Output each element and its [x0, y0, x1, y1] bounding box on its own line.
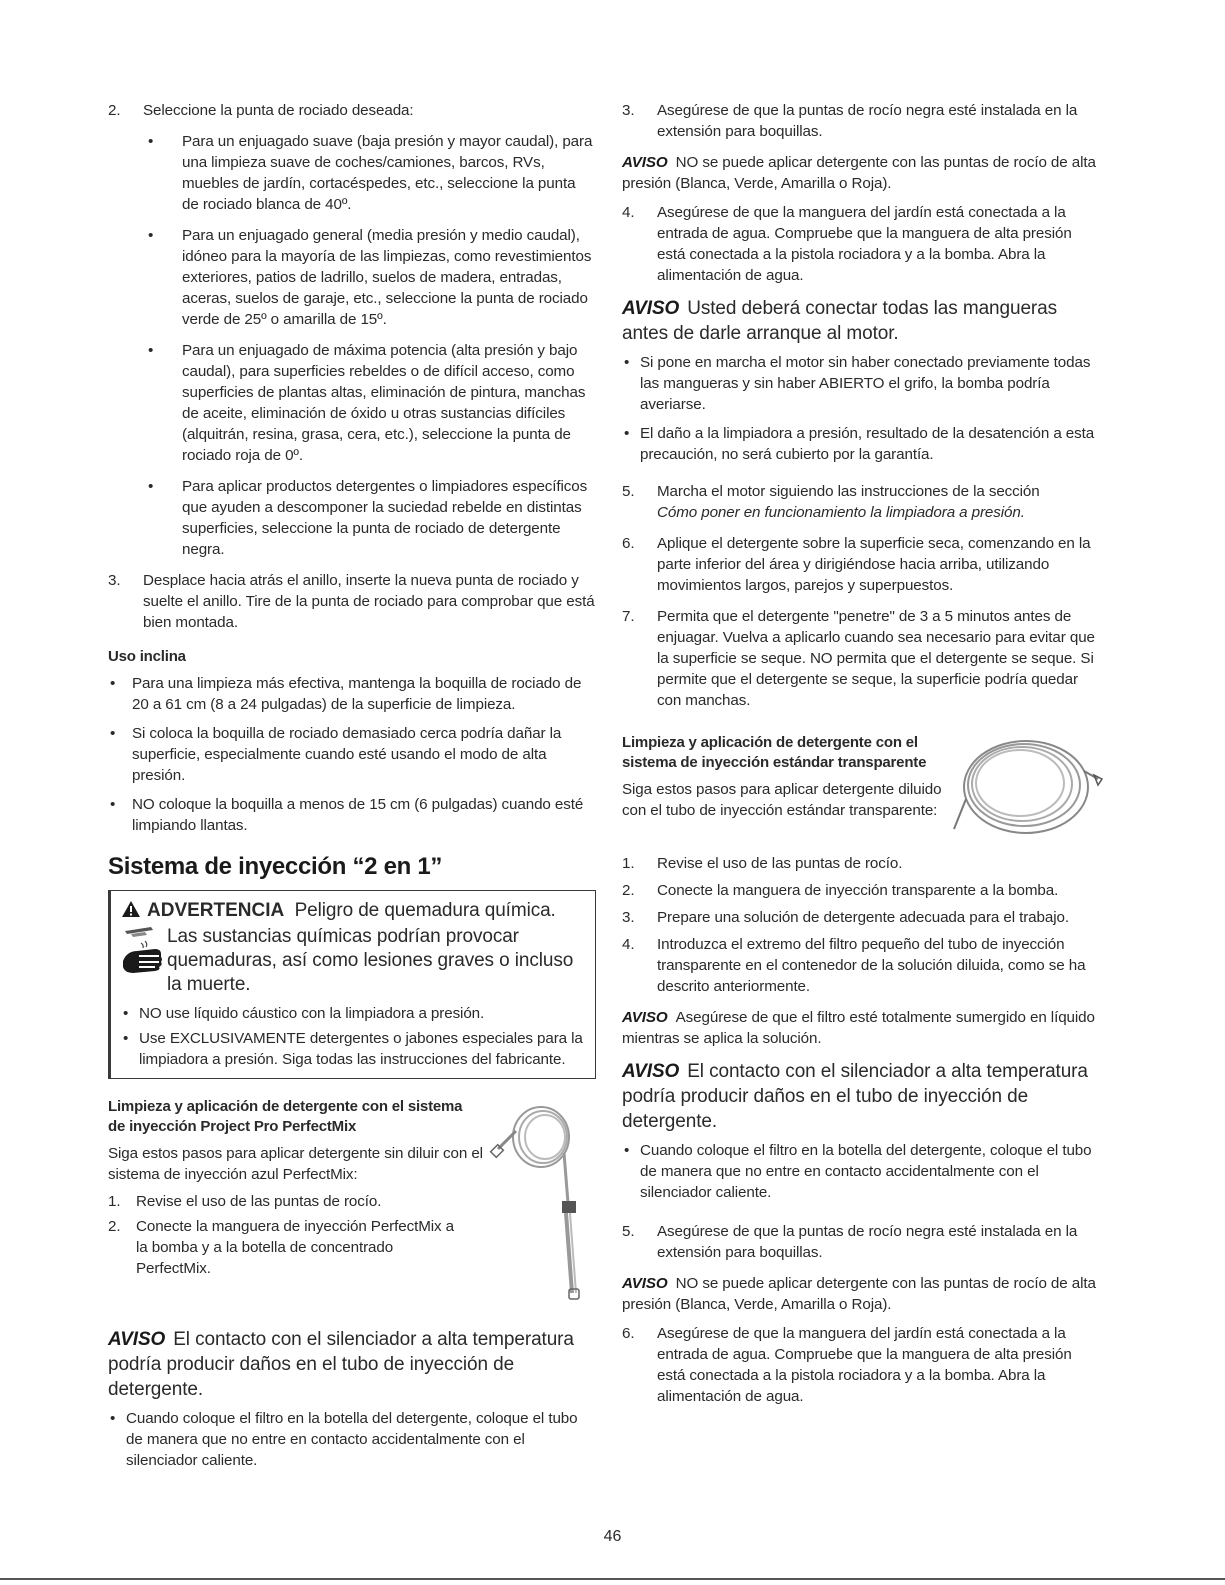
aviso-bullet — [622, 423, 1104, 465]
step-number: 1. — [108, 1193, 121, 1210]
aviso-filter-submerged — [622, 1007, 1104, 1049]
standard-section — [622, 721, 1104, 853]
warning-box — [108, 890, 596, 1079]
perfectmix-intro: Siga estos pasos para aplicar detergente sin diluir con el sistema de inyección azul PerfectMix: — [108, 1145, 483, 1183]
aviso-bullet — [108, 1408, 596, 1471]
warning-label: ADVERTENCIA — [147, 900, 285, 921]
tip-bullet — [146, 340, 596, 466]
aviso-tag: AVISO — [622, 1009, 668, 1026]
aviso-text: Asegúrese de que el filtro esté totalmente sumergido en líquido mientras se aplica la solución. — [622, 1009, 1095, 1047]
step-number: 3. — [622, 909, 635, 926]
aviso-muffler-right — [622, 1059, 1104, 1134]
warning-hazard: Peligro de quemadura química. — [294, 900, 556, 921]
right-step-6b — [622, 1323, 1104, 1407]
aviso-high-pressure-2 — [622, 1273, 1104, 1315]
bullet-dot: • — [148, 133, 154, 150]
bullet-text: Para aplicar productos detergentes o limpiadores específicos que ayuden a descomponer la suciedad rebelde en distintas superficies, seleccione la punta de rociado de detergente negra. — [182, 478, 588, 558]
uso-bullet — [108, 723, 596, 786]
aviso-text: El contacto con el silenciador a alta temperatura podría producir daños en el tubo de inyección de detergente. — [108, 1329, 574, 1400]
bullet-dot: • — [110, 675, 116, 692]
step-text: Asegúrese de que la puntas de rocío negra esté instalada en la extensión para boquillas. — [657, 102, 1078, 140]
step-number: 4. — [622, 936, 635, 953]
step-text: Asegúrese de que la manguera del jardín está conectada a la entrada de agua. Compruebe que la manguera de alta presión está conectada a la pistola rociadora y a la bomba. Abra la alimentación de agua. — [657, 1325, 1072, 1405]
right-column — [622, 100, 1104, 1417]
left-step-2 — [108, 100, 596, 121]
step-number: 3. — [622, 102, 635, 119]
gloved-hand-chemical-icon — [121, 925, 167, 997]
section-title: Sistema de inyección “2 en 1” — [108, 853, 443, 880]
page-number: 46 — [603, 1528, 622, 1545]
perfectmix-step-1 — [108, 1191, 486, 1212]
bullet-dot: • — [148, 227, 154, 244]
step-text: Seleccione la punta de rociado deseada: — [143, 102, 414, 119]
step-number: 6. — [622, 535, 635, 552]
bullet-text: Para un enjuagado general (media presión y medio caudal), idóneo para la mayoría de las limpiezas, como revestimientos exteriores, patios de ladrillo, suelos de madera, entradas, aceras, suelos de garaje, etc., seleccione la punta de rociado verde de 25º o amarilla de 15º. — [182, 227, 592, 328]
standard-step-3 — [622, 907, 1104, 928]
perfectmix-heading: Limpieza y aplicación de detergente con el sistema de inyección Project Pro PerfectMix — [108, 1098, 463, 1135]
bullet-text: NO coloque la boquilla a menos de 15 cm (6 pulgadas) cuando esté limpiando llantas. — [132, 796, 584, 834]
right-step-7 — [622, 606, 1104, 711]
bullet-text: Cuando coloque el filtro en la botella del detergente, coloque el tubo de manera que no entre en contacto accidentalmente con el silenciador caliente. — [126, 1410, 578, 1469]
aviso-connect-hoses — [622, 296, 1104, 346]
step-text: Revise el uso de las puntas de rocío. — [136, 1193, 382, 1210]
aviso-text: NO se puede aplicar detergente con las puntas de rocío de alta presión (Blanca, Verde, Amarilla o Roja). — [622, 1275, 1096, 1313]
step-text-plain: Marcha el motor siguiendo las instrucciones de la sección — [657, 483, 1040, 500]
standard-step-2 — [622, 880, 1104, 901]
aviso-high-pressure — [622, 152, 1104, 194]
standard-text — [622, 721, 948, 853]
right-step-4 — [622, 202, 1104, 286]
bullet-dot: • — [123, 1030, 129, 1047]
bullet-dot: • — [110, 796, 116, 813]
standard-heading: Limpieza y aplicación de detergente con el sistema de inyección estándar transparente — [622, 734, 927, 771]
aviso-tag: AVISO — [622, 1061, 680, 1082]
bullet-text: Use EXCLUSIVAMENTE detergentes o jabones especiales para la limpiadora a presión. Siga todas las instrucciones del fabricante. — [139, 1030, 583, 1068]
step-number: 3. — [108, 572, 121, 589]
bullet-dot: • — [148, 342, 154, 359]
step-number: 6. — [622, 1325, 635, 1342]
step-number: 1. — [622, 855, 635, 872]
right-step-6 — [622, 533, 1104, 596]
step-number: 7. — [622, 608, 635, 625]
bullet-dot: • — [624, 354, 630, 371]
bullet-text: Para un enjuagado de máxima potencia (alta presión y bajo caudal), para superficies rebeldes o de difícil acceso, como superficies de plantas altas, eliminación de pintura, manchas de aceite, eliminación de óxido u otras sustancias difíciles (alquitrán, resina, grasa, cera, etc.), seleccione la punta de rociado roja de 0º. — [182, 342, 586, 464]
step-text: Desplace hacia atrás el anillo, inserte la nueva punta de rociado y suelte el anillo. Tire de la punta de rociado para comprobar que está bien montada. — [143, 572, 595, 631]
right-step-5 — [622, 481, 1104, 523]
bullet-text: Para una limpieza más efectiva, mantenga la boquilla de rociado de 20 a 61 cm (8 a 24 pulgadas) de la superficie de limpieza. — [132, 675, 582, 713]
aviso-bullet — [622, 352, 1104, 415]
bottom-rule — [0, 1578, 1225, 1580]
bullet-dot: • — [110, 725, 116, 742]
standard-step-1 — [622, 853, 1104, 874]
bullet-dot: • — [123, 1005, 129, 1022]
left-step-3 — [108, 570, 596, 633]
standard-step-4 — [622, 934, 1104, 997]
right-step-5b — [622, 1221, 1104, 1263]
injection-tube-icon — [486, 1093, 596, 1309]
bullet-text: Si pone en marcha el motor sin haber conectado previamente todas las mangueras y sin haber ABIERTO el grifo, la bomba podría averiarse. — [640, 354, 1091, 413]
step-text: Asegúrese de que la manguera del jardín está conectada a la entrada de agua. Compruebe que la manguera de alta presión está conectada a la pistola rociadora y a la bomba. Abra la alimentación de agua. — [657, 204, 1072, 284]
aviso-tag: AVISO — [622, 154, 668, 171]
uso-bullet — [108, 794, 596, 836]
tip-bullet — [146, 131, 596, 215]
bullet-text: Si coloca la boquilla de rociado demasiado cerca podría dañar la superficie, especialmente cuando esté usando el modo de alta presión. — [132, 725, 562, 784]
bullet-text: NO use líquido cáustico con la limpiadora a presión. — [139, 1005, 485, 1022]
aviso-text: NO se puede aplicar detergente con las puntas de rocío de alta presión (Blanca, Verde, Amarilla o Roja). — [622, 154, 1096, 192]
step-number: 5. — [622, 483, 635, 500]
uso-heading: Uso inclina — [108, 648, 186, 665]
step-text: Permita que el detergente "penetre" de 3 a 5 minutos antes de enjuagar. Vuelva a aplicarlo cuando sea necesario para evitar que la superficie se seque. NO permita que el detergente se seque. Si permite que el detergente se seque, la superficie podría quedar con manchas. — [657, 608, 1095, 709]
step-text-italic: Cómo poner en funcionamiento la limpiadora a presión. — [657, 504, 1025, 521]
perfectmix-text — [108, 1093, 486, 1309]
step-number: 4. — [622, 204, 635, 221]
warning-body-row — [121, 925, 585, 997]
step-text — [657, 481, 1104, 523]
coiled-hose-icon — [948, 721, 1104, 853]
perfectmix-section — [108, 1093, 596, 1309]
warning-bullet — [121, 1028, 585, 1070]
step-text: Conecte la manguera de inyección PerfectMix a la bomba y a la botella de concentrado PerfectMix. — [136, 1218, 454, 1277]
step-number: 5. — [622, 1223, 635, 1240]
bullet-text: Cuando coloque el filtro en la botella del detergente, coloque el tubo de manera que no entre en contacto accidentalmente con el silenciador caliente. — [640, 1142, 1092, 1201]
step-text: Introduzca el extremo del filtro pequeño del tubo de inyección transparente en el contenedor de la solución diluida, como se ha descrito anteriormente. — [657, 936, 1086, 995]
step-text: Revise el uso de las puntas de rocío. — [657, 855, 903, 872]
aviso-tag: AVISO — [622, 1275, 668, 1292]
step-text: Asegúrese de que la puntas de rocío negra esté instalada en la extensión para boquillas. — [657, 1223, 1078, 1261]
step-text: Conecte la manguera de inyección transparente a la bomba. — [657, 882, 1059, 899]
tip-bullet — [146, 476, 596, 560]
perfectmix-step-2 — [108, 1216, 486, 1279]
uso-bullet — [108, 673, 596, 715]
standard-intro: Siga estos pasos para aplicar detergente diluido con el tubo de inyección estándar transparente: — [622, 781, 942, 819]
step-number: 2. — [622, 882, 635, 899]
aviso-text: El contacto con el silenciador a alta temperatura podría producir daños en el tubo de inyección de detergente. — [622, 1061, 1088, 1132]
aviso-muffler — [108, 1327, 596, 1402]
bullet-dot: • — [624, 1142, 630, 1159]
step-number: 2. — [108, 102, 121, 119]
bullet-dot: • — [148, 478, 154, 495]
tip-bullet — [146, 225, 596, 330]
warning-header — [121, 899, 585, 925]
bullet-text: El daño a la limpiadora a presión, resultado de la desatención a esta precaución, no será cubierto por la garantía. — [640, 425, 1095, 463]
bullet-dot: • — [110, 1410, 116, 1427]
aviso-text: Usted deberá conectar todas las mangueras antes de darle arranque al motor. — [622, 298, 1058, 344]
warning-triangle-icon — [121, 900, 141, 925]
aviso-tag: AVISO — [622, 298, 680, 319]
warning-bullet — [121, 1003, 585, 1024]
right-step-3 — [622, 100, 1104, 142]
left-column — [108, 100, 596, 1479]
warning-body: Las sustancias químicas podrían provocar quemaduras, así como lesiones graves o incluso la muerte. — [167, 926, 574, 995]
step-number: 2. — [108, 1218, 121, 1235]
step-text: Aplique el detergente sobre la superficie seca, comenzando en la parte inferior del área y dirigiéndose hacia arriba, utilizando movimientos largos, parejos y superpuestos. — [657, 535, 1091, 594]
aviso-bullet — [622, 1140, 1104, 1203]
aviso-tag: AVISO — [108, 1329, 166, 1350]
bullet-dot: • — [624, 425, 630, 442]
step-text: Prepare una solución de detergente adecuada para el trabajo. — [657, 909, 1069, 926]
bullet-text: Para un enjuagado suave (baja presión y mayor caudal), para una limpieza suave de coches/camiones, barcos, RVs, muebles de jardín, cortacéspedes, etc., seleccione la punta de rociado blanca de 40º. — [182, 133, 593, 213]
